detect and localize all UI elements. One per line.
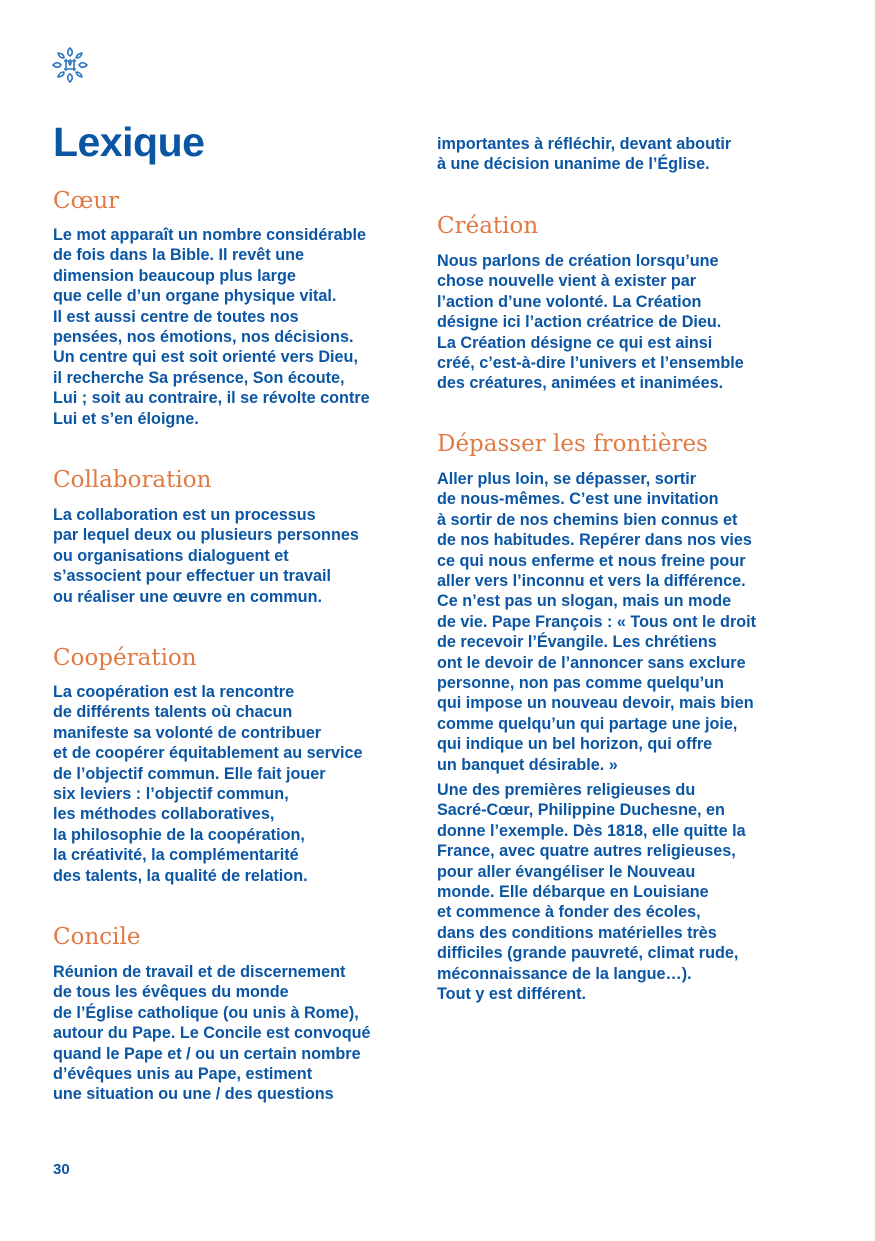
- page-title: Lexique: [53, 119, 205, 165]
- definition-depasser-paragraph-1: Aller plus loin, se dépasser, sortir de nous-mêmes. C’est une invitation à sortir de nos chemins bien connus et de nos habitudes. Repérer dans nos vies ce qui nous enferme et nous freine pour aller vers l’inconnu et vers la différence. Ce n’est pas un slogan, mais un mode de vie. Pape François : « Tous ont le droit de recevoir l’Évangile. Les chrétiens ont le devoir de l’annoncer sans exclure personne, non pas comme quelqu’un qui impose un nouveau devoir, mais bien comme quelqu’un qui partage une joie, qui indique un bel horizon, qui offre un banquet désirable. »: [437, 470, 757, 774]
- term-cooperation: Coopération: [53, 645, 197, 671]
- term-creation: Création: [437, 213, 539, 239]
- term-concile: Concile: [53, 924, 141, 950]
- definition-concile-part1: Réunion de travail et de discernement de tous les évêques du monde de l’Église catholique (ou unis à Rome), autour du Pape. Le Concile est convoqué quand le Pape et / ou un certain nombre d’évêques unis au Pape, estiment une situation ou une / des questions: [53, 963, 371, 1104]
- definition-depasser-paragraph-2: Une des premières religieuses du Sacré-Cœur, Philippine Duchesne, en donne l’exemple. Dès 1818, elle quitte la France, avec quatre autres religieuses, pour aller évangéliser le Nouveau monde. Elle débarque en Louisiane et commence à fonder des écoles, dans des conditions matérielles très difficiles (grande pauvreté, climat rude, méconnaissance de la langue…). Tout y est différent.: [437, 781, 746, 1004]
- page-number: 30: [53, 1161, 70, 1178]
- term-depasser-les-frontieres: Dépasser les frontières: [437, 431, 708, 457]
- definition-collaboration: La collaboration est un processus par lequel deux ou plusieurs personnes ou organisations dialoguent et s’associent pour effectuer un travail ou réaliser une œuvre en commun.: [53, 506, 359, 606]
- definition-concile-part2: importantes à réfléchir, devant aboutir à une décision unanime de l’Église.: [437, 135, 732, 174]
- term-collaboration: Collaboration: [53, 467, 212, 493]
- definition-coeur: Le mot apparaît un nombre considérable de fois dans la Bible. Il revêt une dimension beaucoup plus large que celle d’un organe physique vital. Il est aussi centre de toutes nos pensées, nos émotions, nos décisions. Un centre qui est soit orienté vers Dieu, il recherche Sa présence, Son écoute, Lui ; soit au contraire, il se révolte contre Lui et s’en éloigne.: [53, 226, 370, 428]
- definition-creation: Nous parlons de création lorsqu’une chose nouvelle vient à exister par l’action d’une volonté. La Création désigne ici l’action créatrice de Dieu. La Création désigne ce qui est ainsi créé, c’est-à-dire l’univers et l’ensemble des créatures, animées et inanimées.: [437, 252, 744, 393]
- sacred-heart-emblem-icon: [51, 46, 89, 84]
- term-coeur: Cœur: [53, 188, 120, 214]
- definition-cooperation: La coopération est la rencontre de différents talents où chacun manifeste sa volonté de contribuer et de coopérer équitablement au service de l’objectif commun. Elle fait jouer six leviers : l’objectif commun, les méthodes collaboratives, la philosophie de la coopération, la créativité, la complémentarité des talents, la qualité de relation.: [53, 683, 363, 885]
